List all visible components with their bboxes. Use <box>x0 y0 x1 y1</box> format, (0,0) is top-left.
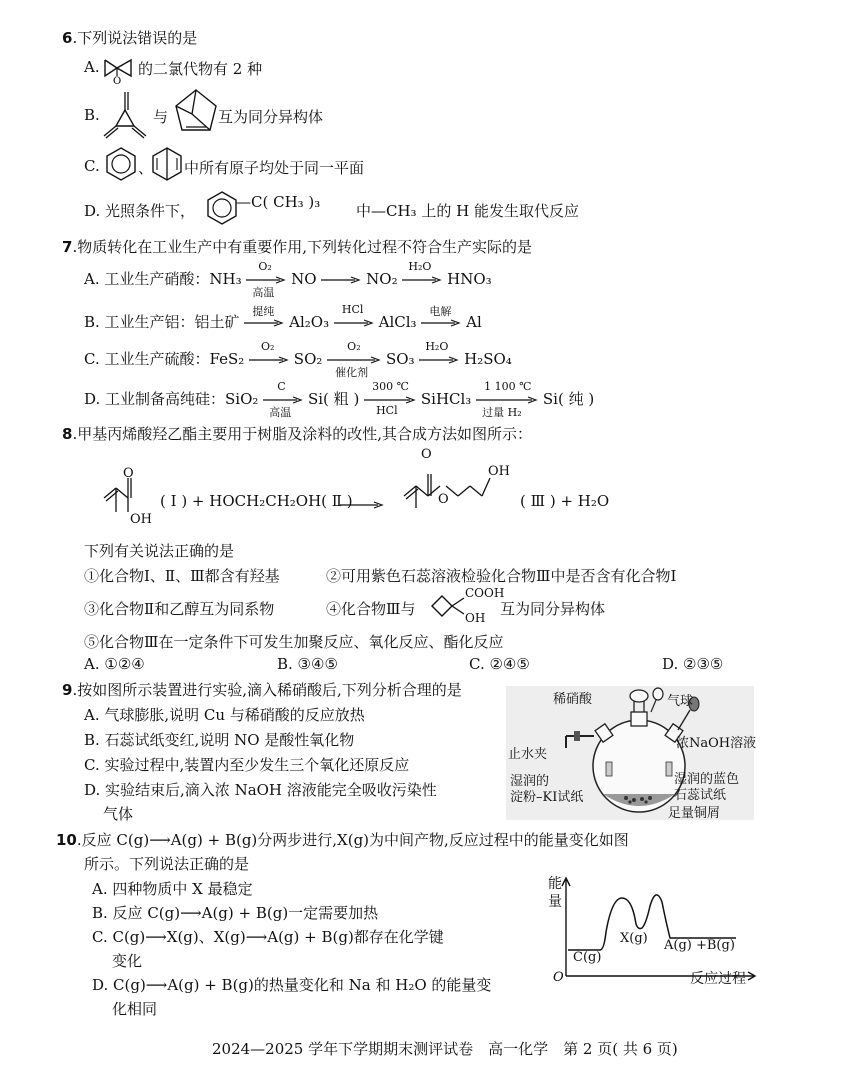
q7-d-arrow-3: 1 100 ℃ 过量 H₂ <box>476 390 538 410</box>
q7-a-arrow-2 <box>321 270 361 290</box>
q7-b-arrow-2: HCl <box>334 313 374 333</box>
q10-y-axis-label-2: 量 <box>548 894 562 910</box>
q10-option-c-line2: 变化 <box>112 952 143 970</box>
q9-option-d-line2: 气体 <box>103 805 134 823</box>
q10-option-d-line2: 化相同 <box>112 1000 158 1018</box>
q9-label-ki-paper-2: 淀粉–KI试纸 <box>510 790 584 805</box>
q6-option-d-text: 中—CH₃ 上的 H 能发生取代反应 <box>356 202 579 220</box>
q6-option-b-text: 互为同分异构体 <box>218 108 324 126</box>
q7-option-a: A. 工业生产硝酸：NH₃ O₂ 高温 NO NO₂ H₂O HNO₃ <box>84 260 492 299</box>
q10-option-b: B. 反应 C(g)⟶A(g) + B(g)一定需要加热 <box>92 904 379 922</box>
q7-stem: 7.物质转化在工业生产中有重要作用,下列转化过程不符合生产实际的是 <box>62 238 532 256</box>
q8-equation-end: ( Ⅲ ) + H₂O <box>520 492 610 510</box>
q6-option-a-label: A. <box>84 58 100 76</box>
q10-y-axis-label-1: 能 <box>548 876 562 892</box>
q7-d-arrow-2: 300 ℃ HCl <box>364 390 416 410</box>
q8-statement-4a: ④化合物Ⅲ与 <box>326 600 416 618</box>
q8-s4-oh-label: OH <box>465 611 486 625</box>
q10-label-x: X(g) <box>620 931 648 946</box>
q10-label-ab: A(g) +B(g) <box>664 938 735 953</box>
q9-label-dilute-nitric-acid: 稀硝酸 <box>553 692 593 707</box>
q9-option-c: C. 实验过程中,装置内至少发生三个氧化还原反应 <box>84 756 410 774</box>
q6-option-c-sep: 、 <box>138 159 154 177</box>
q6-b-bicyclic-structure <box>172 86 220 136</box>
q8-statement-1: ①化合物Ⅰ、Ⅱ、Ⅲ都含有羟基 <box>84 567 280 585</box>
q10-option-a: A. 四种物质中 X 最稳定 <box>92 880 253 898</box>
q8-option-a: A. ①②④ <box>84 655 145 673</box>
q7-d-arrow-1: C 高温 <box>263 390 303 410</box>
q10-label-c: C(g) <box>573 950 602 965</box>
q9-label-naoh: 浓NaOH溶液 <box>676 736 757 751</box>
q8-s4-cooh-label: COOH <box>465 586 505 600</box>
q9-option-b: B. 石蕊试纸变红,说明 NO 是酸性氧化物 <box>84 731 355 749</box>
q6-b-radialene-structure <box>100 88 150 140</box>
q7-b-arrow-1: 提纯 <box>244 313 284 333</box>
q8-statement-2: ②可用紫色石蕊溶液检验化合物Ⅲ中是否含有化合物Ⅰ <box>326 567 677 585</box>
q6-c-benzene-structure <box>104 146 138 182</box>
svg-text:O: O <box>113 76 122 87</box>
q8-option-c: C. ②④⑤ <box>469 655 530 673</box>
q6-option-c-text: 中所有原子均处于同一平面 <box>184 159 365 177</box>
q8-option-d: D. ②③⑤ <box>662 655 724 673</box>
q8-stem: 8.甲基丙烯酸羟乙酯主要用于树脂及涂料的改性,其合成方法如图所示： <box>62 425 532 443</box>
q7-option-b: B. 工业生产铝：铝土矿 提纯 Al₂O₃ HCl AlCl₃ 电解 Al <box>84 303 482 331</box>
q8-reaction-arrow <box>340 500 384 510</box>
q8-option-b: B. ③④⑤ <box>277 655 338 673</box>
page-footer: 2024—2025 学年下学期期末测评试卷 高一化学 第 2 页( 共 6 页) <box>212 1040 678 1058</box>
q6-option-b-label: B. <box>84 106 100 124</box>
q9-label-copper: 足量铜屑 <box>668 806 721 821</box>
q7-c-arrow-3: H₂O <box>419 350 459 370</box>
q10-stem-line1: 10.反应 C(g)⟶A(g) + B(g)分两步进行,X(g)为中间产物,反应过程中的能量变化如图 <box>56 831 629 849</box>
q8-hema-carbonyl-o-label: O <box>421 447 432 462</box>
q8-hema-oh-label: OH <box>488 464 510 479</box>
q9-option-a: A. 气球膨胀,说明 Cu 与稀硝酸的反应放热 <box>84 706 365 724</box>
q6-a-bicyclic-ether-structure <box>103 54 139 87</box>
q6-option-d-substituent: —C( CH₃ )₃ <box>236 193 321 211</box>
q10-origin-label: O <box>553 970 564 985</box>
q7-c-arrow-2: O₂ 催化剂 <box>327 350 381 370</box>
q9-label-balloon: 气球 <box>667 694 694 709</box>
q6-option-a-text: 的二氯代物有 2 种 <box>138 60 263 78</box>
q9-label-ki-paper-1: 湿润的 <box>510 774 550 789</box>
q10-stem-line2: 所示。下列说法正确的是 <box>84 855 250 873</box>
q7-b-arrow-3: 电解 <box>421 313 461 333</box>
q9-label-litmus-1: 湿润的蓝色 <box>674 772 740 787</box>
q7-option-c: C. 工业生产硫酸：FeS₂ O₂ SO₂ O₂ 催化剂 SO₃ H₂O H₂SO₄ <box>84 340 512 379</box>
q8-statement-4b: 互为同分异构体 <box>500 600 606 618</box>
q7-a-arrow-1: O₂ 高温 <box>246 270 286 290</box>
q8-statement-3: ③化合物Ⅱ和乙醇互为同系物 <box>84 600 275 618</box>
q8-acid-o-label: O <box>123 466 134 481</box>
q6-stem: 6.下列说法错误的是 <box>62 29 198 47</box>
q8-hema-ester-o-label: O <box>438 492 449 507</box>
q7-a-arrow-3: H₂O <box>402 270 442 290</box>
q6-option-b-mid: 与 <box>153 108 169 126</box>
q7-c-arrow-1: O₂ <box>249 350 289 370</box>
q9-label-litmus-2: 石蕊试纸 <box>674 788 727 803</box>
q8-sub-stem: 下列有关说法正确的是 <box>84 542 235 560</box>
q10-x-axis-label: 反应过程 <box>690 971 746 987</box>
q9-option-d-line1: D. 实验结束后,滴入浓 NaOH 溶液能完全吸收污染性 <box>84 781 437 799</box>
q8-statement-5: ⑤化合物Ⅲ在一定条件下可发生加聚反应、氧化反应、酯化反应 <box>84 633 504 651</box>
q9-stem: 9.按如图所示装置进行实验,滴入稀硝酸后,下列分析合理的是 <box>62 681 462 699</box>
q6-option-c-label: C. <box>84 157 100 175</box>
q10-option-d-line1: D. C(g)⟶A(g) + B(g)的热量变化和 Na 和 H₂O 的能量变 <box>92 976 492 994</box>
q7-option-d: D. 工业制备高纯硅：SiO₂ C 高温 Si( 粗 ) 300 ℃ HCl SiHCl₃ 1 100 ℃ 过量 H₂ Si( 纯 ) <box>84 380 595 419</box>
q8-equation-mid: ( Ⅰ ) + HOCH₂CH₂OH( Ⅱ ) <box>160 492 353 510</box>
q8-acid-oh-label: OH <box>130 512 152 527</box>
q6-c-bicyclohexadiene-structure <box>150 146 184 182</box>
q6-option-d-label: D. 光照条件下， <box>84 202 196 220</box>
q9-label-clamp: 止水夹 <box>508 747 548 762</box>
q10-option-c-line1: C. C(g)⟶X(g)、X(g)⟶A(g) + B(g)都存在化学键 <box>92 928 444 946</box>
